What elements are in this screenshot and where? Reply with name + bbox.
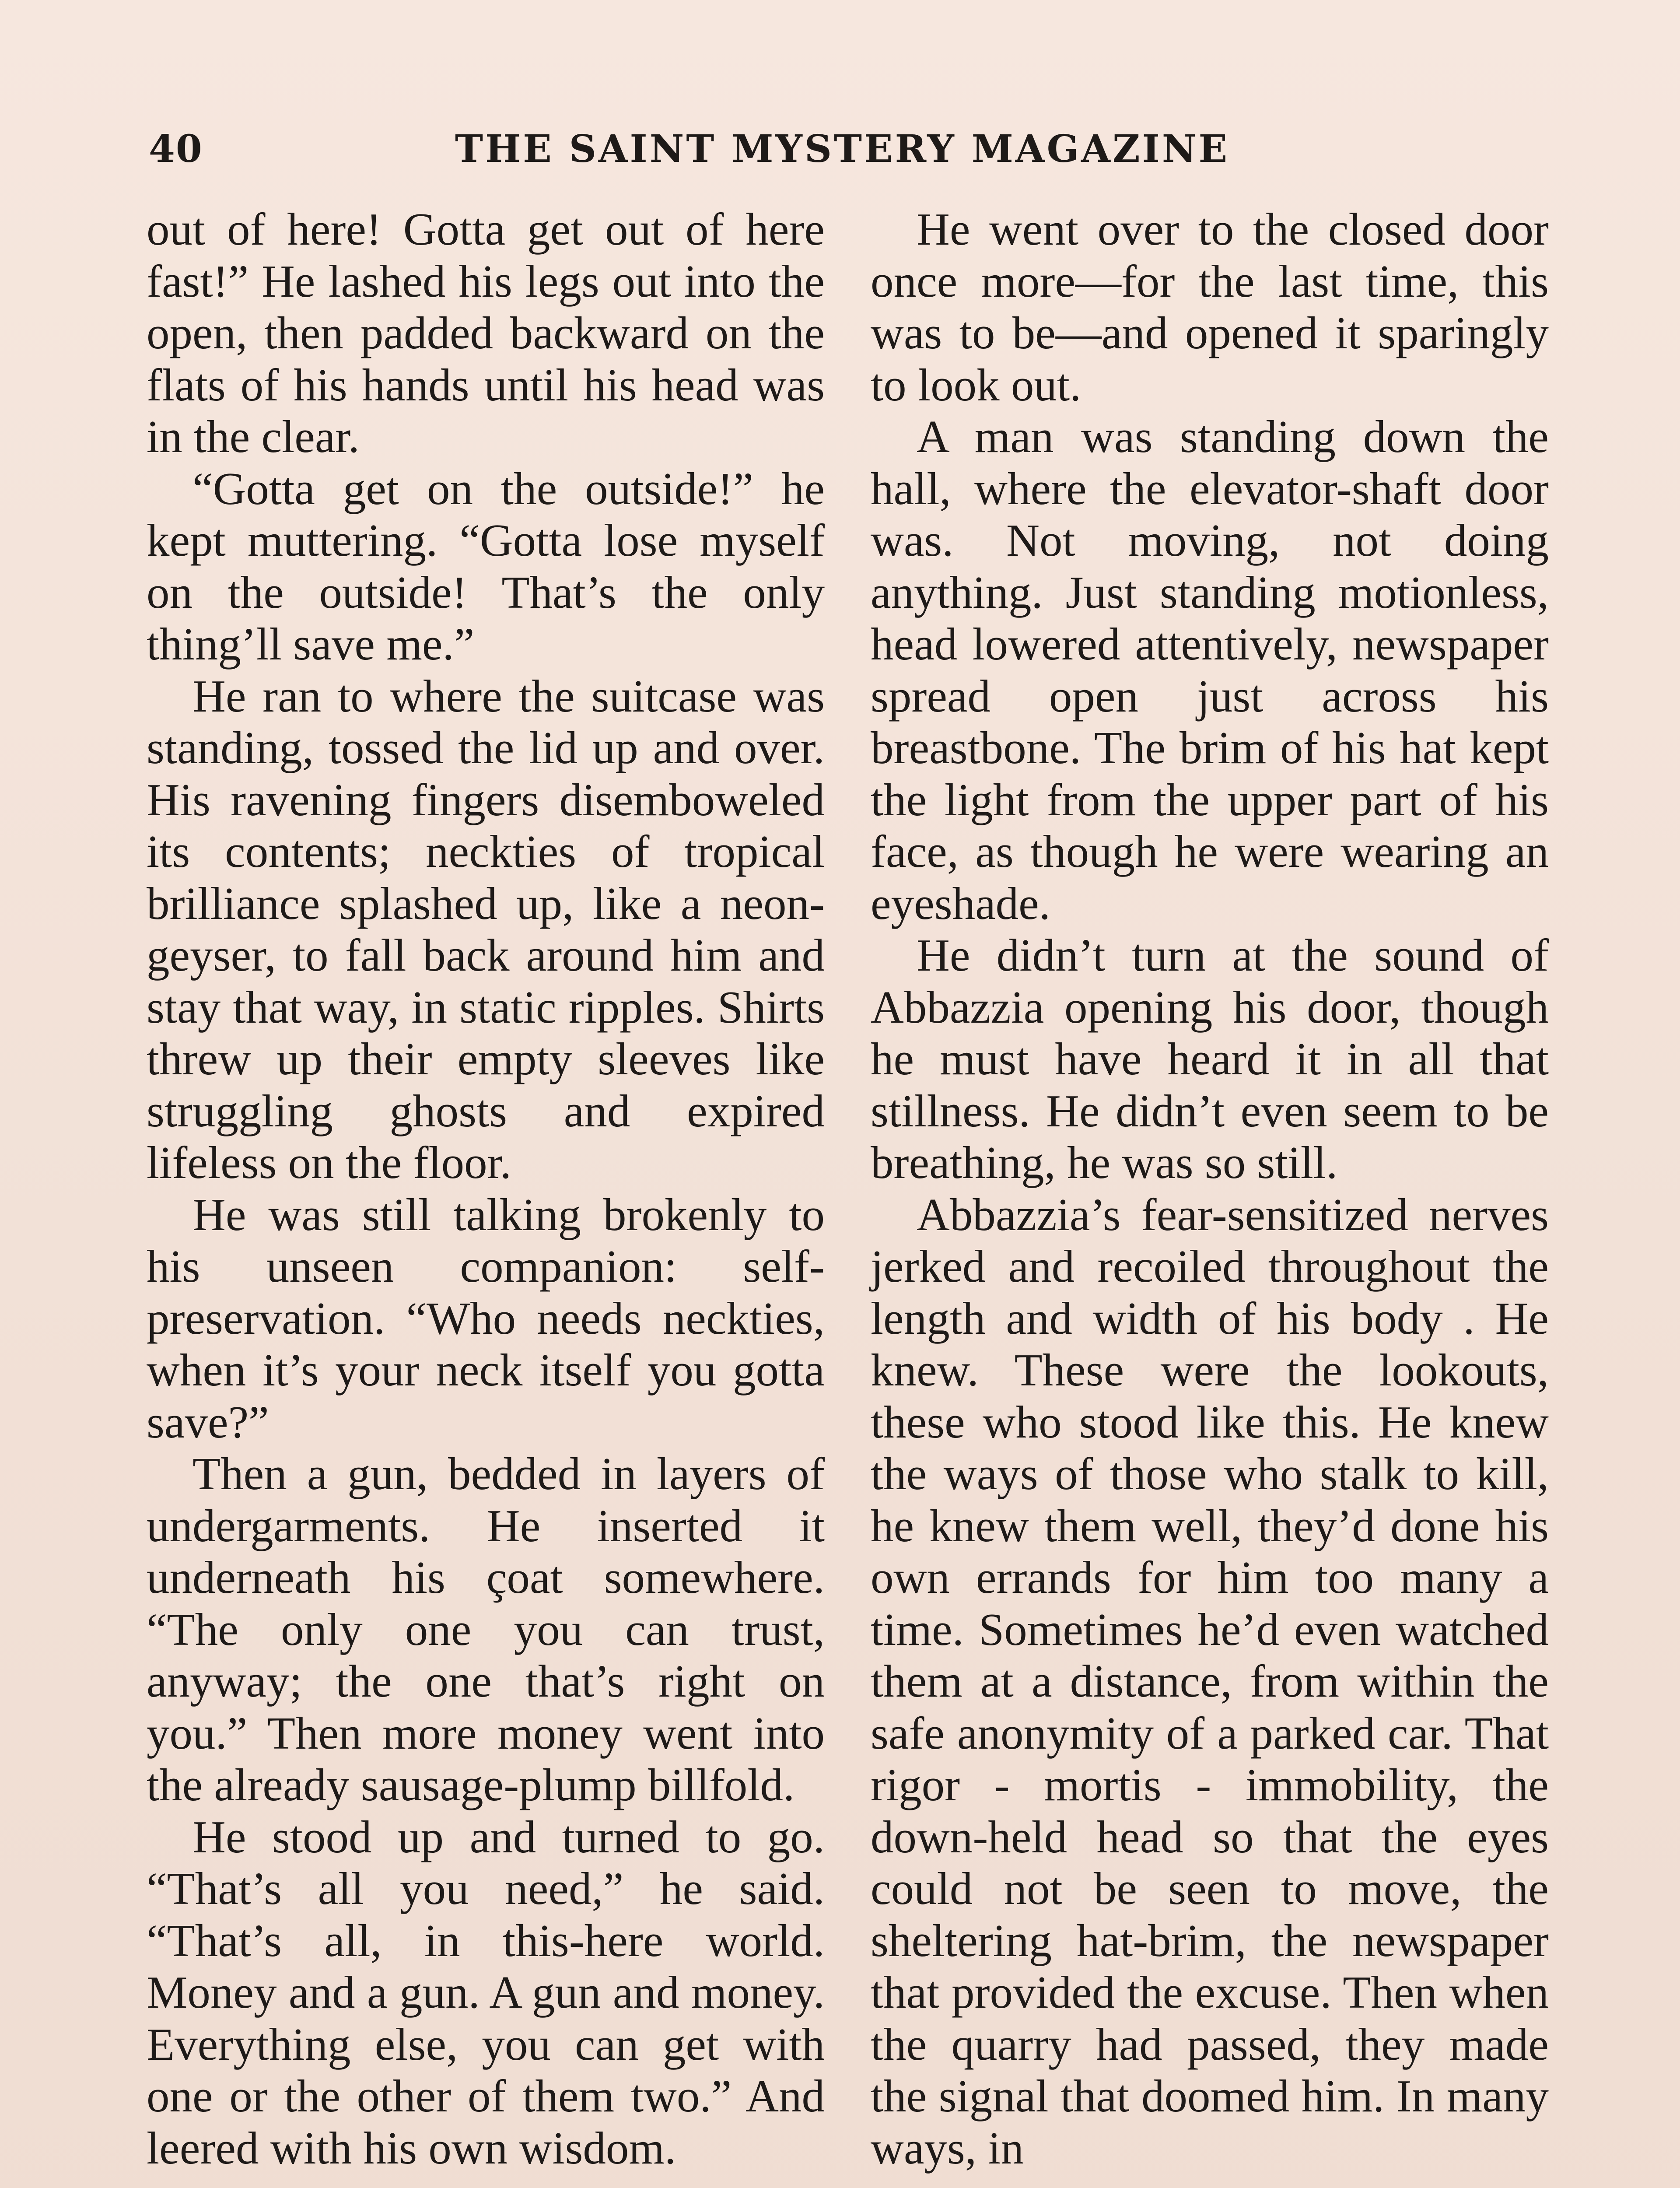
running-head — [144, 127, 1540, 184]
magazine-title: THE SAINT MYSTERY MAGAZINE — [455, 127, 1229, 171]
paragraph: “Gotta get on the outside!” he kept muttering. “Gotta lose myself on the outside! That’s the only thing’ll save me.” — [147, 463, 825, 670]
paragraph: He didn’t turn at the sound of Abbazzia opening his door, though he must have heard it in all that stillness. He didn’t even seem to be breathing, he was so still. — [871, 929, 1549, 1188]
paragraph: He stood up and turned to go. “That’s all you need,” he said. “That’s all, in this-here world. Money and a gun. A gun and money. Everything else, you can get with one or the other of them two.” And leered with his own wisdom. — [147, 1811, 825, 2174]
paragraph: out of here! Gotta get out of here fast!” He lashed his legs out into the open, then padded backward on the flats of his hands until his head was in the clear. — [147, 203, 825, 462]
paragraph: Then a gun, bedded in layers of undergarments. He inserted it underneath his çoat somewhere. “The only one you can trust, anyway; the one that’s right on you.” Then more money went into the already sausage-plump billfold. — [147, 1448, 825, 1810]
paragraph: He went over to the closed door once more—for the last time, this was to be—and opened it sparingly to look out. — [871, 203, 1549, 410]
paragraph: A man was standing down the hall, where the elevator-shaft door was. Not moving, not doing anything. Just standing motionless, head lowered attentively, newspaper spread open just across his breastbone. The brim of his hat kept the light from the upper part of his face, as though he were wearing an eyeshade. — [871, 411, 1549, 929]
right-text-column — [871, 203, 1549, 2174]
left-text-column — [147, 203, 825, 2174]
paragraph: Abbazzia’s fear-sensitized nerves jerked and recoiled throughout the length and width of his body . He knew. These were the lookouts, these who stood like this. He knew the ways of those who stalk to kill, he knew them well, they’d done his own errands for him too many a time. Sometimes he’d even watched them at a distance, from within the safe anonymity of a parked car. That rigor - mortis - immobility, the down-held head so that the eyes could not be seen to move, the sheltering hat-brim, the newspaper that provided the excuse. Then when the quarry had passed, they made the signal that doomed him. In many ways, in — [871, 1189, 1549, 2174]
page-number: 40 — [149, 127, 203, 171]
paragraph: He was still talking brokenly to his unseen companion: self-preservation. “Who needs neckties, when it’s your neck itself you gotta save?” — [147, 1189, 825, 1448]
paragraph: He ran to where the suitcase was standing, tossed the lid up and over. His ravening fingers disemboweled its contents; neckties of tropical brilliance splashed up, like a neon-geyser, to fall back around him and stay that way, in static ripples. Shirts threw up their empty sleeves like struggling ghosts and expired lifeless on the floor. — [147, 670, 825, 1188]
